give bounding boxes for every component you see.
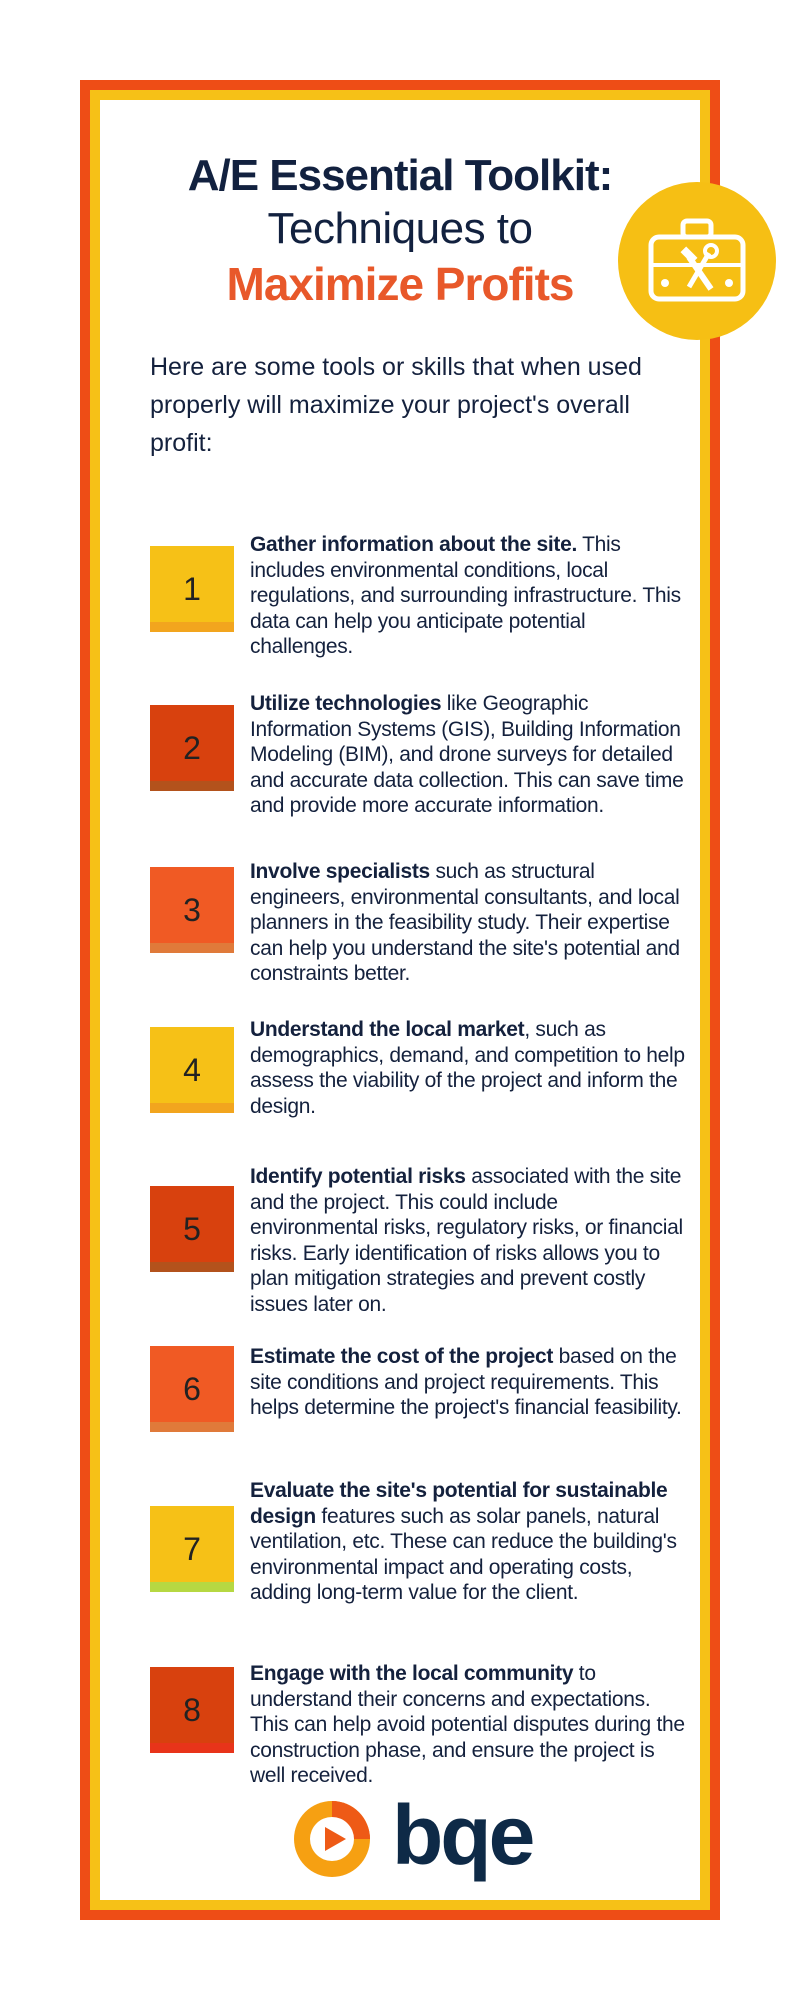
item-body: like Geographic Information Systems (GIS), Building Information Modeling (BIM), and drone surveys for detailed and accurate data collection. This can save time and provide more accurate information. xyxy=(250,692,684,817)
item-heading: Understand the local market xyxy=(250,1018,525,1041)
number-box xyxy=(150,705,234,791)
item-number: 1 xyxy=(183,570,201,607)
play-circle-icon xyxy=(290,1797,374,1881)
item-number: 5 xyxy=(183,1210,201,1247)
item-heading: Engage with the local community xyxy=(250,1662,574,1685)
item-text xyxy=(250,691,690,819)
number-box xyxy=(150,546,234,632)
item-heading: Involve specialists xyxy=(250,860,430,883)
item-body: associated with the site and the project. This could include environmental risks, regulatory risks, or financial risks. Early identification of risks allows you to plan mitigation strategies and prevent costly issues later on. xyxy=(250,1165,683,1316)
item-text xyxy=(250,1661,690,1789)
item-number: 3 xyxy=(183,891,201,928)
number-box xyxy=(150,1506,234,1592)
toolbox-badge xyxy=(618,182,776,340)
number-box xyxy=(150,1027,234,1113)
item-heading: Estimate the cost of the project xyxy=(250,1345,554,1368)
intro-text: Here are some tools or skills that when used properly will maximize your project's overall profit: xyxy=(150,353,642,457)
toolbox-icon xyxy=(645,217,749,305)
item-number: 7 xyxy=(183,1530,201,1567)
logo-wordmark: bqe xyxy=(392,1788,533,1882)
item-number: 4 xyxy=(183,1051,201,1088)
item-text xyxy=(250,1017,690,1119)
item-text xyxy=(250,532,690,660)
item-text xyxy=(250,1478,690,1606)
page-title xyxy=(100,150,700,312)
item-body: This includes environmental conditions, local regulations, and surrounding infrastructure. This data can help you anticipate potential challenges. xyxy=(250,533,681,658)
item-body: such as structural engineers, environmental consultants, and local planners in the feasibility study. Their expertise can help you understand the site's potential and constraints better. xyxy=(250,860,680,985)
number-box xyxy=(150,867,234,953)
title-line-2: Techniques to xyxy=(267,204,533,253)
item-body: features such as solar panels, natural ventilation, etc. These can reduce the building's environmental impact and operating costs, adding long-term value for the client. xyxy=(250,1504,677,1604)
item-number: 8 xyxy=(183,1691,201,1728)
bqe-logo xyxy=(290,1788,550,1885)
item-body: based on the site conditions and project requirements. This helps determine the project's financial feasibility. xyxy=(250,1345,682,1419)
number-box xyxy=(150,1667,234,1753)
item-number: 2 xyxy=(183,729,201,766)
item-heading: Identify potential risks xyxy=(250,1165,466,1188)
number-box xyxy=(150,1346,234,1432)
item-heading: Utilize technologies xyxy=(250,692,442,715)
item-body: to understand their concerns and expectations. This can help avoid potential disputes during the construction phase, and ensure the project is well received. xyxy=(250,1662,685,1787)
item-text xyxy=(250,1344,690,1421)
title-line-1: A/E Essential Toolkit: xyxy=(187,151,613,200)
item-number: 6 xyxy=(183,1370,201,1407)
item-text xyxy=(250,859,690,987)
item-text xyxy=(250,1164,690,1317)
item-body: , such as demographics, demand, and competition to help assess the viability of the project and inform the design. xyxy=(250,1018,685,1118)
number-box xyxy=(150,1186,234,1272)
title-line-3: Maximize Profits xyxy=(226,258,574,310)
item-heading: Evaluate the site's potential for sustainable design xyxy=(250,1479,668,1528)
item-heading: Gather information about the site. xyxy=(250,533,577,556)
